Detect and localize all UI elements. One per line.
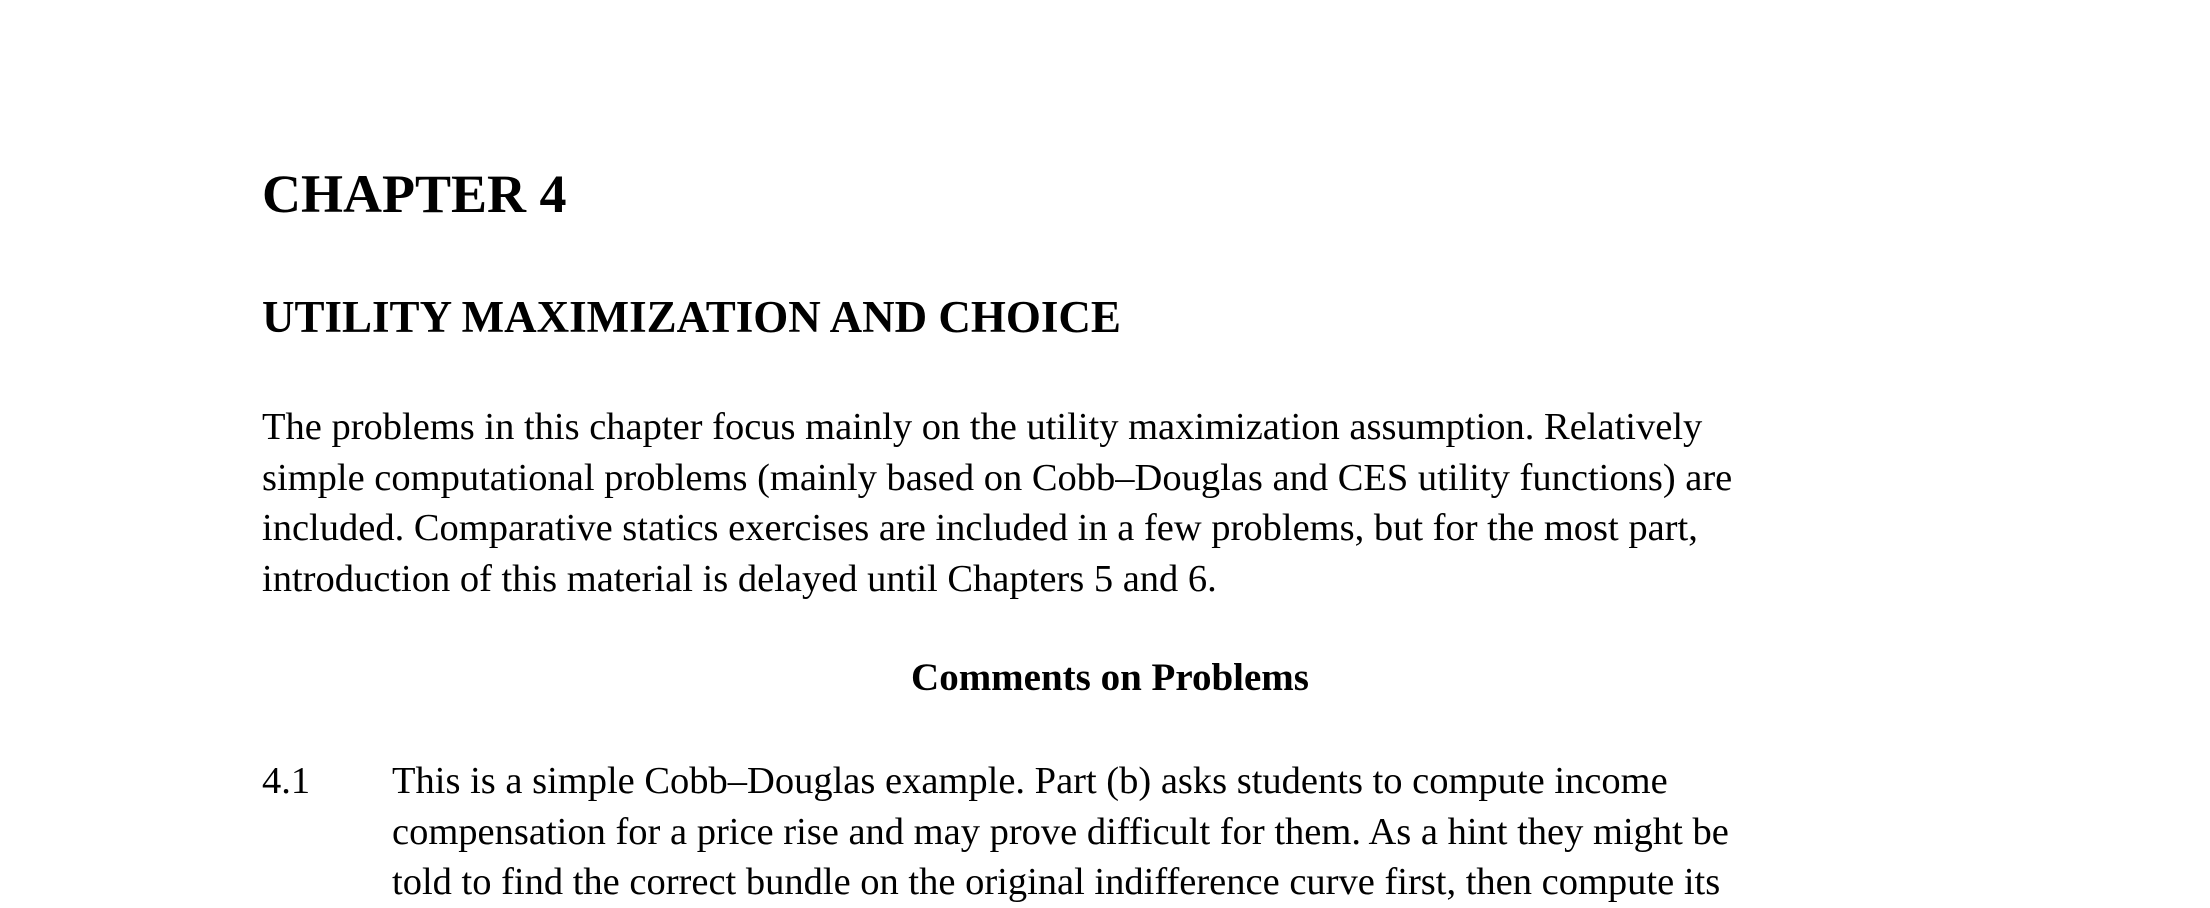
- chapter-title: CHAPTER 4: [262, 164, 567, 224]
- intro-line: simple computational problems (mainly based on Cobb–Douglas and CES utility functions) are: [262, 456, 1733, 499]
- problem-text: [392, 756, 1729, 908]
- problem-number: 4.1: [262, 760, 311, 802]
- intro-paragraph: [262, 402, 1982, 604]
- intro-line: included. Comparative statics exercises are included in a few problems, but for the most part,: [262, 507, 1698, 549]
- intro-line: introduction of this material is delayed until Chapters 5 and 6.: [262, 557, 1217, 600]
- intro-line: The problems in this chapter focus mainly on the utility maximization assumption. Relatively: [262, 406, 1703, 448]
- problem-line: told to find the correct bundle on the original indifference curve first, then compute its: [392, 861, 1721, 903]
- problem-line: compensation for a price rise and may prove difficult for them. As a hint they might be: [392, 810, 1729, 853]
- section-heading: Comments on Problems: [911, 656, 1309, 699]
- chapter-subtitle: UTILITY MAXIMIZATION AND CHOICE: [262, 292, 1121, 342]
- problem-line: This is a simple Cobb–Douglas example. Part (b) asks students to compute income: [392, 760, 1668, 802]
